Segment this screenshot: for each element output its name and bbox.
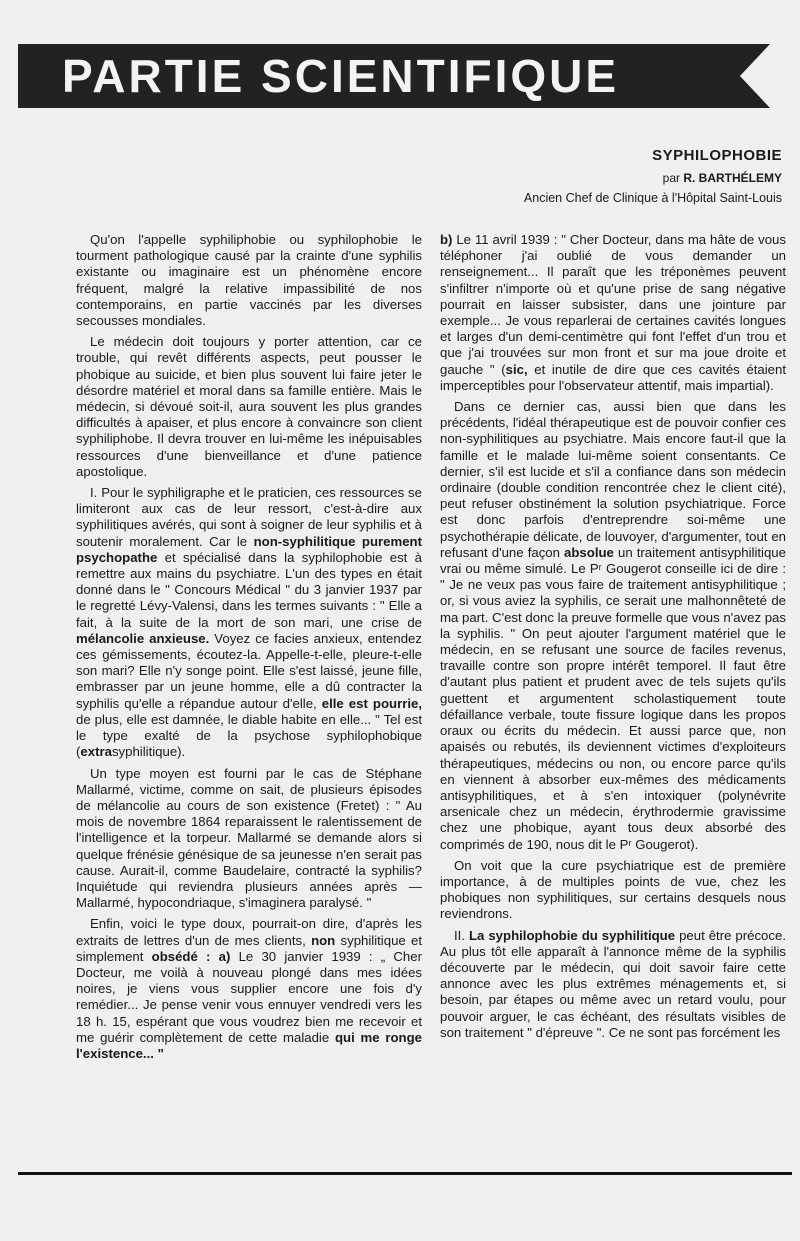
paragraph: II. La syphilophobie du syphilitique peut être précoce. Au plus tôt elle apparaît à l'annonce même de la syphilis découverte par le médecin, qui doit savoir faire cette annonce avec les plus extrêmes ménagements et, si besoin, par étapes ou même avec un retard voulu, pour pouvoir arguer, le cas échéant, des résultats visibles de son traitement " d'épreuve ". Ce ne sont pas forcément les [440,927,786,1040]
footer-rule [18,1172,792,1175]
paragraph: I. Pour le syphiligraphe et le praticien, ces ressources se limiteront aux cas de leur ressort, c'est-à-dire aux syphilitiques avérés, qui sont à soigner de leur syphilis et à soutenir moralement. Car le non-syphilitique purement psychopathe et spécialisé dans la syphilophobie est à remettre aux mains du psychiatre. L'un des types en était donné dans le " Concours Médical " du 3 janvier 1937 par le regretté Lévy-Valensi, dans les termes suivants : " Elle a fait, à la suite de la mort de son mari, une crise de mélancolie anxieuse. Voyez ce facies anxieux, entendez ces gémissements, écoutez-la. Appelle-t-elle, pleure-t-elle son mari? Elle n'y songe point. Elle s'est laissé, jeune fille, embrasser par un jeune homme, elle a dû contracter la syphilis qu'elle a répandue autour d'elle, elle est pourrie, de plus, elle est damnée, le diable habite en elle... " Tel est le type exalté de la psychose syphilophobique (extrasyphilitique). [76,485,423,760]
article-title: SYPHILOPHOBIE [652,147,782,164]
byline-prefix: par [662,171,680,185]
paragraph: Dans ce dernier cas, aussi bien que dans les précédents, l'idéal thérapeutique est de pouvoir confier ces non-syphilitiques au psychiatre. Mais encore faut-il que la famille et le malade lui-même soient consentants. Ce dernier, s'il est lucide et s'il a confiance dans son médecin ordinaire (double condition rencontrée chez le client cité), peut refuser obstinément la solution psychiatrique. Force est donc parfois d'entreprendre soi-même une psychothérapie délicate, de louvoyer, d'argumenter, tout en refusant d'une façon absolue un traitement antisyphilitique vrai ou même simulé. Le Pʳ Gougerot conseille ici de dire : " Je ne veux pas vous faire de traitement antisyphilitique ; or, si vous aviez la syphilis, ce serait une malhonnêteté de ma part. C'est donc la preuve formelle que vous n'avez pas la syphilis. " On peut ajouter l'argument matériel que le médecin, en se refusant une source de faciles revenus, travaille contre son propre intérêt temporel. Il faut être d'autant plus patient et prudent avec de tels sujets qu'ils guettent et argumentent scholastiquement toute défaillance verbale, toute fissure logique dans les propos oraux ou écrits du médecin. Et aussi parce que, non apaisés ou rebutés, ils deviennent victimes d'exploiteurs thérapeutiques, médecins ou non, ou encore parce qu'ils en viennent à absorber eux-mêmes des médicaments antisyphilitiques, et à s'en intoxiquer (polynévrite arsenicale chez un médecin, érythrodermie gravissime chez une phobique, ayant tous deux absorbé des comprimés de 190, nous dit le Pʳ Gougerot). [440,399,786,852]
paragraph: Enfin, voici le type doux, pourrait-on dire, d'après les extraits de lettres d'un de mes clients, non syphilitique et simplement obsédé : a) Le 30 janvier 1939 : „ Cher Docteur, me voilà à nouveau plongé dans mes idées noires, je viens vous supplier encore une fois d'y remédier... Je pense venir vous ennuyer vendredi vers les 18 h. 15, espérant que vous voudrez bien me recevoir et me guérir complètement de cette maladie qui me ronge l'existence... " [76,916,423,1061]
paragraph: b) Le 11 avril 1939 : " Cher Docteur, dans ma hâte de vous téléphoner j'ai oublié de vous demander un renseignement... Il paraît que les tréponèmes peuvent s'infiltrer n'importe où et qu'une prise de sang négative pourrait en laisser subsister, dans une jointure par exemple... Je vous reparlerai de certaines cavités longues et larges d'un demi-centimètre qui font l'effet d'un trou et que j'ai trouvées sur mon front et sur ma joue droite et gauche " (sic, et inutile de dire que ces cavités étaient imperceptibles pour l'observateur attentif, mais impartial). [440,232,786,393]
article-byline [663,171,782,185]
paragraph: Un type moyen est fourni par le cas de Stéphane Mallarmé, victime, comme on sait, de plusieurs épisodes de mélancolie au cours de son existence (Fretet) : " Au mois de novembre 1864 reparaissent le ralentissement de l'intelligence et la torpeur. Mallarmé se demande alors si quelque frénésie génésique de sa jeunesse n'en serait pas cause. Aurait-il, comme Baudelaire, contracté la syphilis? Inquiétude qui reviendra plusieurs années après — Mallarmé, hypocondriaque, s'imaginera paralysé. " [76,765,422,911]
section-banner-title: PARTIE SCIENTIFIQUE [62,50,620,102]
author-name: R. BARTHÉLEMY [683,171,782,185]
paragraph: Le médecin doit toujours y porter attention, car ce trouble, qui revêt différents aspects, peut pousser le phobique au suicide, et bien plus souvent lui faire jeter le désordre matériel et moral dans sa famille entière. Mais le médecin, si dévoué soit-il, aura souvent les plus grandes difficultés à apaiser, et plus encore à convaincre son client syphiliphobe. Il devra trouver en lui-même les inépuisables ressources d'une bienveillance et d'une patience apostolique. [76,334,422,479]
paragraph: On voit que la cure psychiatrique est de première importance, à de multiples points de vue, chez les phobiques non syphilitiques, sur certains desquels nous reviendrons. [440,857,786,922]
paragraph: Qu'on l'appelle syphiliphobie ou syphilophobie le tourment pathologique causé par la crainte d'une syphilis existante ou imaginaire est un phénomène encore fréquent, malgré la relative impassibilité de nos contemporains, en partie vaccinés par les diverses secousses mondiales. [76,232,422,329]
right-column [440,232,786,1046]
left-column [76,232,422,1067]
author-affiliation: Ancien Chef de Clinique à l'Hôpital Saint-Louis [523,191,782,205]
